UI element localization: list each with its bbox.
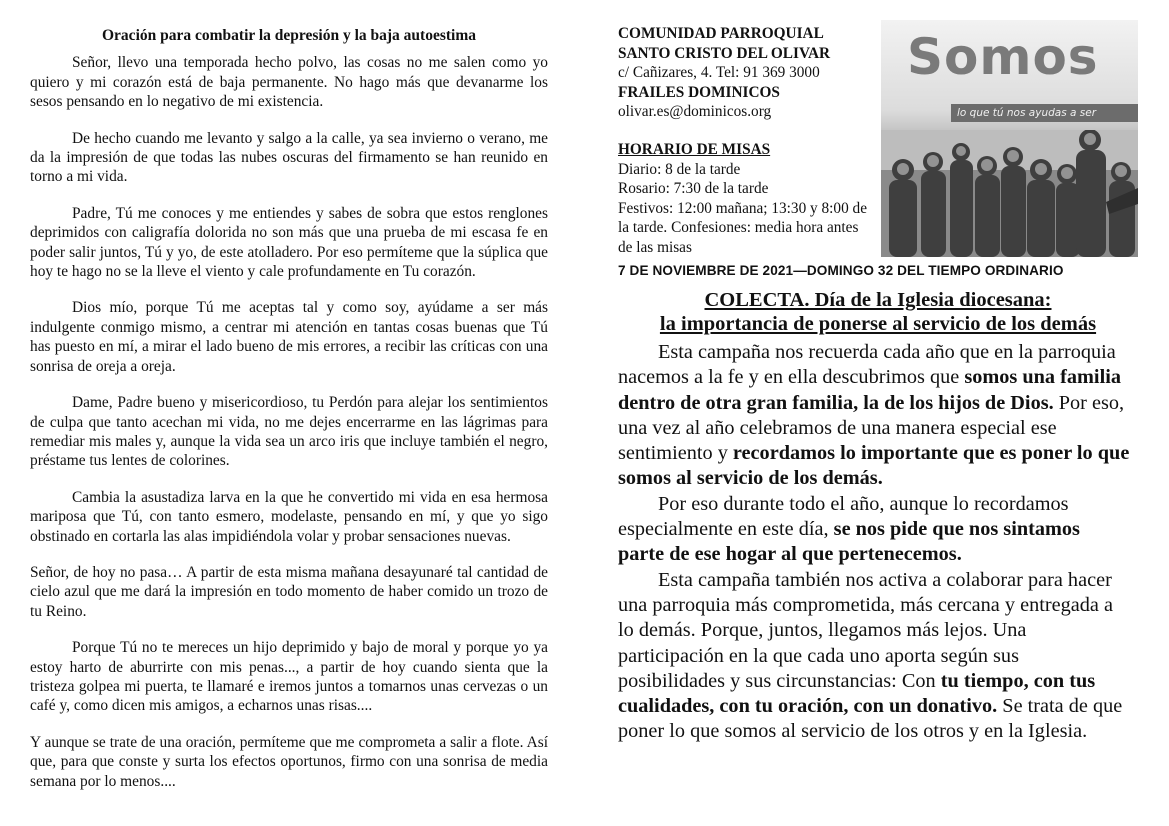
text-run: Por eso, una vez al año celebramos de una manera especial ese sentimiento y — [618, 391, 1125, 465]
prayer-paragraph: Padre, Tú me conoces y me entiendes y sabes de sobra que estos renglones deprimidos con caligrafía dolorida no son más que una prueba de mi escasa fe en poder salir juntos, Tú y yo, de este atolladero. Por eso permíteme que la súplica que hoy te hago no se la lleve el viento y cale profundamente en Tu corazón. — [30, 204, 548, 281]
prayer-paragraph: Y aunque se trate de una oración, permíteme que me comprometa a salir a flote. Así que, para que conste y surta los efectos oportunos, firmo con una sonrisa de media semana por lo menos.... — [30, 733, 548, 790]
campaign-tagline-bar — [951, 104, 1138, 122]
mass-daily: Diario: 8 de la tarde — [618, 160, 741, 178]
article-paragraph — [618, 568, 1130, 745]
prayer-paragraph: Dame, Padre bueno y misericordioso, tu Perdón para alejar los sentimientos de culpa que tanto acechan mi vida, no me dejes encerrarme en las lágrimas para remediar mis males y, aunque la vida sea un arco iris que incluye también el negro, préstame tus lentes de colorines. — [30, 394, 548, 470]
date-line: 7 DE NOVIEMBRE DE 2021—DOMINGO 32 DEL TIEMPO ORDINARIO — [618, 263, 1064, 278]
article-body — [618, 340, 1130, 745]
parish-church-name: SANTO CRISTO DEL OLIVAR — [618, 44, 831, 62]
parish-order: FRAILES DOMINICOS — [618, 83, 780, 101]
bold-run: somos una familia dentro de otra gran familia, la de los hijos de Dios. — [618, 366, 1121, 414]
article-paragraph — [618, 492, 1130, 568]
article-title-line: COLECTA. Día de la Iglesia diocesana: — [704, 289, 1052, 311]
campaign-tagline: lo que tú nos ayudas a ser — [957, 107, 1097, 119]
article-title-line: la importancia de ponerse al servicio de los demás — [659, 313, 1097, 335]
text-run: Esta campaña también nos activa a colaborar para hacer una parroquia más comprometida, más cercana y entregada a lo demás. Porque, juntos, llegamos más lejos. Una participación en la que cada uno aporta según sus posibilidades y sus circunstancias: Con — [618, 568, 1113, 692]
text-run: Se trata de que poner lo que somos al servicio de los otros y en la Iglesia. — [618, 695, 1123, 743]
mass-rosary: Rosario: 7:30 de la tarde — [618, 180, 769, 198]
text-run: Por eso durante todo el año, aunque lo recordamos especialmente en este día, — [618, 492, 1069, 541]
parish-info — [618, 24, 876, 258]
prayer-column — [30, 26, 548, 791]
mass-schedule-heading: HORARIO DE MISAS — [618, 140, 771, 158]
bold-run: se nos pide que nos sintamos parte de ese hogar al que pertenecemos. — [618, 518, 1080, 566]
prayer-paragraph: Dios mío, porque Tú me aceptas tal y como soy, ayúdame a ser más indulgente conmigo mismo, a centrar mi atención en tantas cosas buenas que Tú has puesto en mí, a mirar el lado bueno de mis errores, a recibir las críticas con una sonrisa de oreja a oreja. — [30, 299, 548, 375]
article-paragraph — [618, 340, 1130, 492]
bold-run: recordamos lo importante que es poner lo que somos al servicio de los demás. — [618, 442, 1130, 490]
text-run: Esta campaña nos recuerda cada año que en la parroquia nacemos a la fe y en ella descubrimos que — [618, 341, 1116, 389]
prayer-paragraph: Señor, de hoy no pasa… A partir de esta misma mañana desayunaré tal cantidad de cielo azul que me dará la impresión en todo momento de haber comido un trozo de tu Reino. — [30, 563, 548, 620]
parish-address: c/ Cañizares, 4. Tel: 91 369 3000 — [618, 64, 820, 82]
prayer-title: Oración para combatir la depresión y la baja autoestima — [102, 27, 476, 44]
prayer-paragraph: Porque Tú no te mereces un hijo deprimido y bajo de moral y porque yo ya estoy harto de aburrirte con mis penas..., a partir de hoy cuando sienta que la tristeza golpea mi puerta, te llamaré e iremos juntos a tomarnos unas cervezas o un café y, como dicen mis amigos, a echarnos unas risas.... — [30, 639, 548, 715]
article-title — [618, 288, 1138, 336]
prayer-paragraph: Cambia la asustadiza larva en la que he convertido mi vida en esa hermosa mariposa que Tú, con tanto esmero, modelaste, pensando en mí, y que yo sigo obstinado en cortarla las alas impidiéndola volar y probar sensaciones nuevas. — [30, 488, 548, 545]
mass-holidays: Festivos: 12:00 mañana; 13:30 y 8:00 de la tarde. Confesiones: media hora antes de las misas — [618, 199, 867, 256]
campaign-headline: Somos — [907, 28, 1099, 86]
prayer-paragraph: Señor, llevo una temporada hecho polvo, las cosas no me salen como yo quiero y mi corazón está de baja permanente. No hago más que devanarme los sesos pensando en lo negativo de mi existencia. — [30, 54, 548, 111]
parish-community-name: COMUNIDAD PARROQUIAL — [618, 25, 824, 42]
prayer-paragraph: De hecho cuando me levanto y salgo a la calle, ya sea invierno o verano, me da la impresión de que todas las nubes oscuras del firmamento se han reunido en torno a mi vida. — [30, 129, 548, 186]
spacer — [618, 122, 876, 140]
campaign-image — [881, 20, 1138, 257]
bold-run: tu tiempo, con tus cualidades, con tu oración, con un donativo. — [618, 669, 1096, 718]
parish-email: olivar.es@dominicos.org — [618, 103, 772, 121]
group-of-young-people-photo — [881, 130, 1138, 257]
